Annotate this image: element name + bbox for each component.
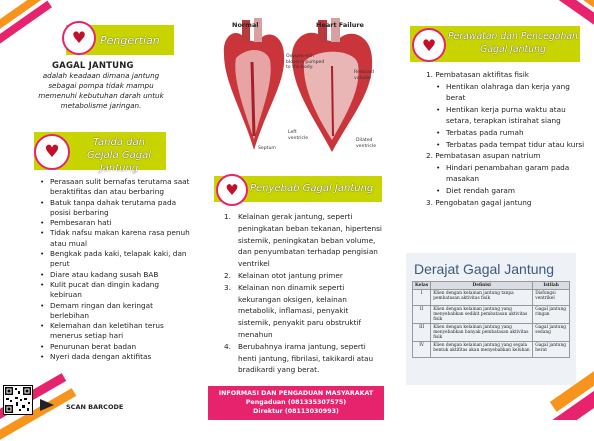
table-header: Definisi: [431, 282, 533, 290]
normal-heart-image: [224, 18, 284, 150]
heart-icon: ♥: [62, 21, 96, 55]
info-box: [208, 386, 384, 420]
label-septum: Septum: [258, 146, 276, 151]
table-row: [413, 290, 570, 306]
penyebab-item: 4. Berubahnya irama jantung, seperti henti jantung, fibrilasi, takikardi atau bradikardi yang berat.: [224, 341, 374, 375]
gejala-title: Tanda dan Gejala Gagal Jantung: [86, 137, 152, 174]
derajat-table: [412, 281, 570, 358]
definition: adalah keadaan dimana jantung sebagai pompa tidak mampu memenuhi kebutuhan darah untuk metabolisme jaringan.: [38, 71, 164, 110]
perawatan-subitem: • Terbatas pada rumah: [436, 127, 586, 139]
label-dilated: Dilated ventricle: [356, 138, 377, 149]
table-cell: III: [413, 324, 431, 342]
pengertian-title: Pengertian: [100, 33, 160, 47]
panel-middle: [198, 0, 396, 420]
qr-code[interactable]: [3, 385, 33, 415]
item2-sublist: [426, 162, 586, 197]
perawatan-title: Perawatan dan Pencegahan Gagal Jantung: [448, 31, 578, 55]
perawatan-subitem: • Terbatas pada tempat tidur atau kursi: [436, 139, 586, 151]
table-cell: Klien dengan kelainan jantung tanpa pembatasan aktivitas fisik: [431, 290, 533, 306]
table-header: Istilah: [533, 282, 570, 290]
gejala-item: • Perasaan sulit bernafas terutama saat beraktifitas dan atau berbaring: [40, 177, 190, 198]
gejala-item: • Demam ringan dan keringat berlebihan: [40, 301, 190, 322]
scan-label: SCAN BARCODE: [66, 403, 124, 411]
table-row: [413, 342, 570, 358]
item1-sublist: [426, 81, 586, 151]
penyebab-item: 3. Kelainan non dinamik seperti kekurangan oksigen, kelainan metabolik, inflamasi, penyakit sistemik, penyakit paru obstruktif menahun: [224, 282, 362, 339]
gejala-item: • Bengkak pada kaki, telapak kaki, dan perut: [40, 249, 190, 270]
table-cell: IV: [413, 342, 431, 358]
gejala-item: • Batuk tanpa dahak terutama pada posisi berbaring: [40, 198, 190, 219]
pengertian-banner: [66, 25, 174, 55]
table-header: Kelas: [413, 282, 431, 290]
penyebab-item: 2. Kelainan otot jantung primer: [224, 270, 343, 280]
table-row: [413, 306, 570, 324]
penyebab-item: 1. Kelainan gerak jantung, seperti peningkatan beban tekanan, hipertensi sistemik, peningkatan beban volume, dan penyumbatan terhadap pengisian ventrikel: [224, 212, 382, 269]
heart-icon: ♥: [216, 174, 248, 206]
penyebab-title: Penyebab Gagal Jantung: [250, 183, 374, 194]
label-oxygen: Oxygen-rich blood is pumped to the body.: [286, 54, 325, 71]
term: GAGAL JANTUNG: [52, 61, 134, 71]
info-line1: Pengaduan (081335307575): [245, 399, 347, 406]
label-reduced: Reduced volume: [354, 70, 374, 81]
table-cell: Gagal jantung ringan: [533, 306, 570, 324]
gejala-banner: [34, 132, 166, 174]
info-line2: Direktur (08113030993): [253, 408, 339, 415]
table-cell: Gagal jantung berat: [533, 342, 570, 358]
arrow-icon: [40, 399, 54, 411]
gejala-item: • Kulit pucat dan dingin kadang kebiruan: [40, 280, 190, 301]
perawatan-banner: [410, 26, 580, 62]
perawatan-subitem: • Hindari penambahan garam pada masakan: [436, 162, 586, 185]
perawatan-item-2: 2. Pembatasan asupan natrium: [426, 151, 541, 161]
label-normal: Normal: [232, 21, 259, 29]
label-failure: Heart Failure: [316, 21, 364, 29]
heart-icon: ♥: [412, 28, 446, 62]
heart-illustration: [208, 18, 386, 158]
heart-icon: ♥: [34, 134, 70, 170]
gejala-item: • Pembesaran hati: [40, 218, 190, 228]
table-cell: II: [413, 306, 431, 324]
perawatan-subitem: • Hentikan olahraga dan kerja yang berat: [436, 81, 586, 104]
table-cell: Klien dengan kelainan jantung yang menyebabkan sedikit pembatasan aktivitas fisik: [431, 306, 533, 324]
penyebab-list: [224, 211, 382, 376]
gejala-list: [40, 177, 190, 362]
panel-right: [396, 0, 594, 420]
penyebab-banner: [214, 176, 382, 202]
table-cell: I: [413, 290, 431, 306]
gejala-item: • Diare atau kadang susah BAB: [40, 270, 190, 280]
derajat-title: Derajat Gagal Jantung: [414, 261, 555, 277]
label-left-ventricle: Left ventricle: [288, 130, 309, 141]
table-cell: Gagal jantung sedang: [533, 324, 570, 342]
gejala-item: • Tidak nafsu makan karena rasa penuh atau mual: [40, 228, 190, 249]
panel-left: [0, 0, 198, 420]
table-cell: Disfungsi ventrikel: [533, 290, 570, 306]
perawatan-item-3: 3. Pengobatan gagal jantung: [426, 197, 532, 207]
info-title: INFORMASI DAN PENGADUAN MASYARAKAT: [218, 390, 374, 397]
table-cell: Klien dengan kelainan jantung yang menyebabkan banyak pembatasan aktivitas fisik: [431, 324, 533, 342]
perawatan-list: [426, 69, 586, 208]
gejala-item: • Nyeri dada dengan aktifitas: [40, 352, 190, 362]
perawatan-item-1: 1. Pembatasan aktifitas fisik: [426, 70, 529, 79]
derajat-card: [406, 253, 576, 385]
perawatan-subitem: • Diet rendah garam: [436, 185, 586, 197]
gejala-item: • Penurunan berat badan: [40, 342, 190, 352]
table-cell: Klien dengan kelainan jantung yang segala bentuk aktifitas akan menyebabkan keluhan: [431, 342, 533, 358]
gejala-item: • Kelemahan dan keletihan terus menerus setiap hari: [40, 321, 190, 342]
table-row: [413, 324, 570, 342]
perawatan-subitem: • Hentikan kerja purna waktu atau setara, terapkan istirahat siang: [436, 104, 586, 127]
